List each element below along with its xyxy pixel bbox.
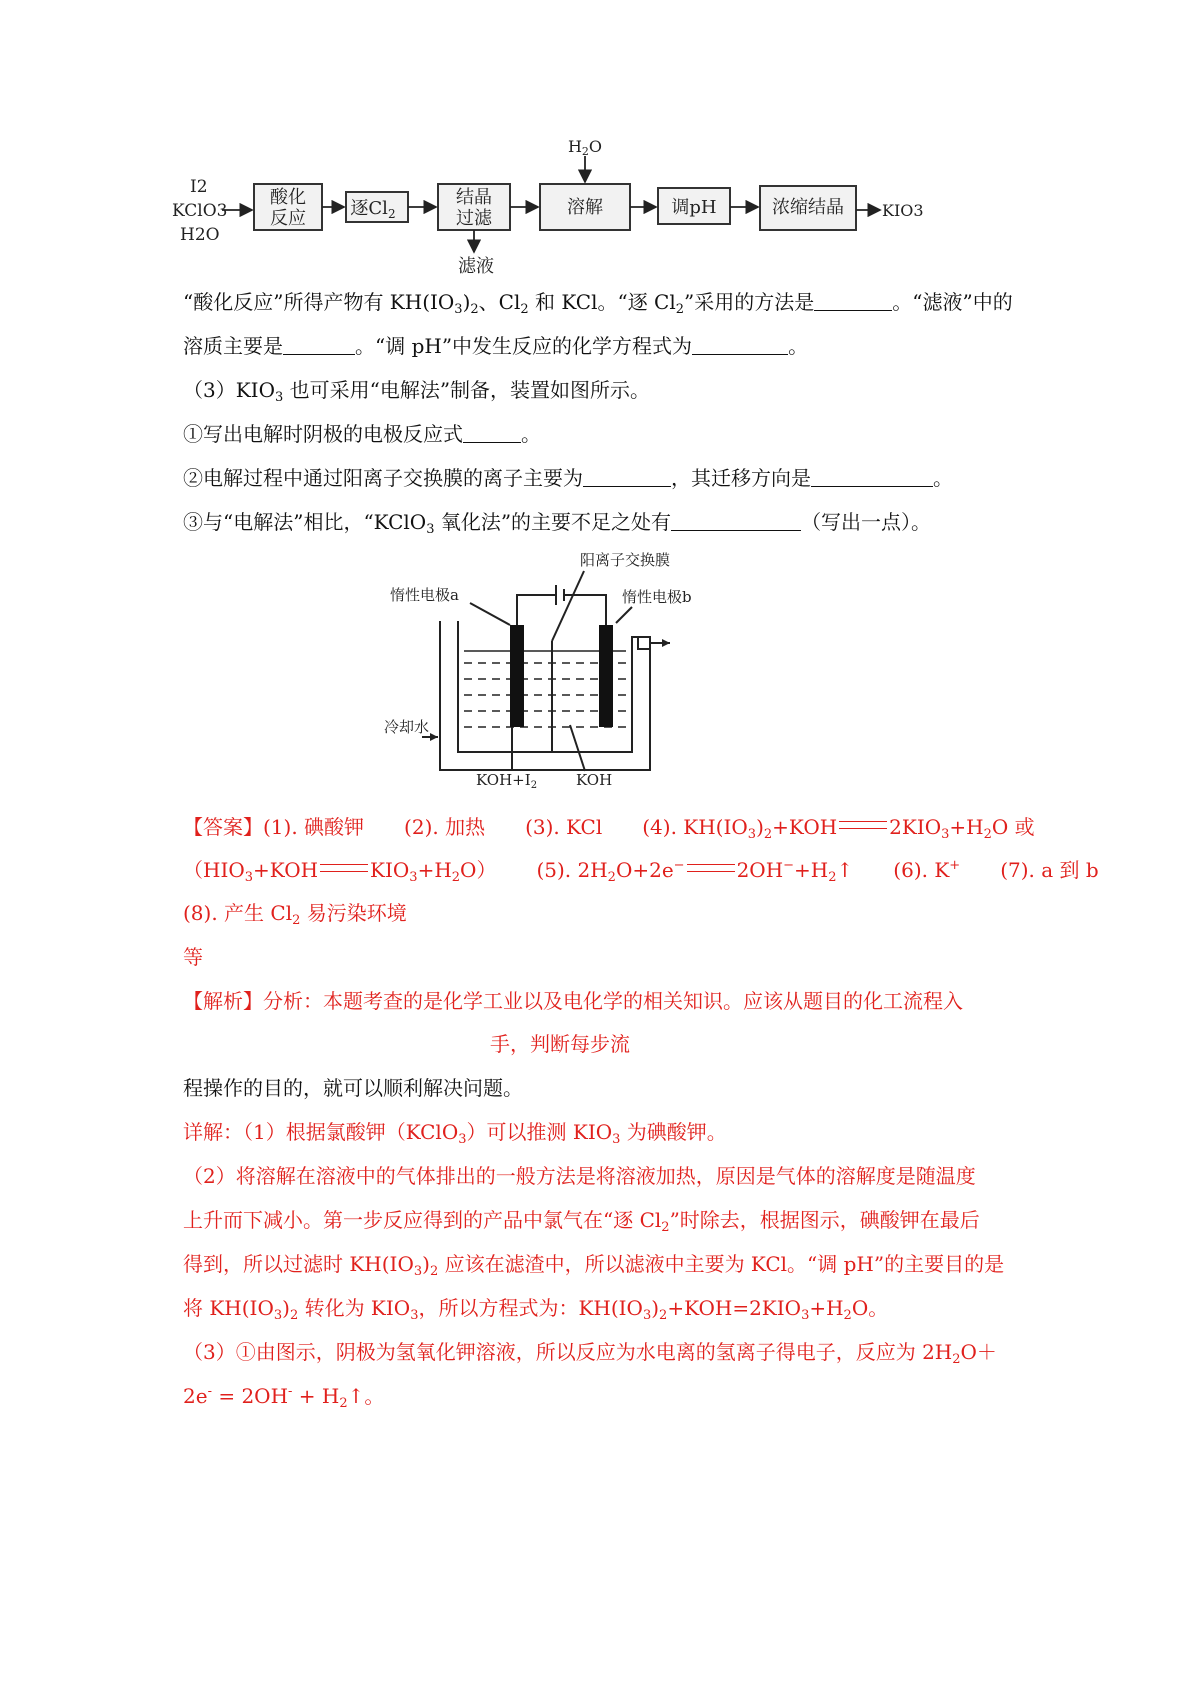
analysis-detail2c: 得到，所以过滤时 $KH(IO_3)_2$ 应该在滤渣中，所以滤液中主要为 KCl。“调 pH”的主要目的是 <box>183 1252 1005 1279</box>
analysis-line1: 【解析】分析：本题考查的是化学工业以及电化学的相关知识。应该从题目的化工流程入 <box>183 989 963 1013</box>
output-kio3: KIO3 <box>882 201 924 220</box>
analysis-label: 【解析】 <box>183 989 263 1013</box>
answer-blank[interactable] <box>283 334 355 355</box>
electrode-a-label: 惰性电极a <box>390 586 459 604</box>
process-flowchart <box>170 140 1020 285</box>
answer-blank[interactable] <box>583 466 671 487</box>
input-h2o: H2O <box>180 225 220 245</box>
analysis-detail2a: （2）将溶解在溶液中的气体排出的一般方法是将溶液加热，原因是气体的溶解度是随温度 <box>183 1164 976 1188</box>
electrode-b-label: 惰性电极b <box>622 588 692 606</box>
answer-label: 【答案】 <box>183 815 263 839</box>
left-solution-label: $KOH+I_2$ <box>476 771 538 791</box>
answer-blank[interactable] <box>814 290 892 311</box>
water-input-label: H2O <box>567 140 603 158</box>
analysis-detail2b: 上升而下减小。第一步反应得到的产品中氯气在“逐 $Cl_2$”时除去，根据图示，碘酸钾在最后 <box>183 1208 980 1235</box>
box-acidify-line1: 酸化 <box>270 187 306 208</box>
right-solution-label: KOH <box>576 771 613 789</box>
box-concentrate-label: 浓缩结晶 <box>772 197 844 218</box>
answer-blank[interactable] <box>811 466 933 487</box>
analysis-line2: 手，判断每步流 <box>490 1032 630 1056</box>
box-acidify-line2: 反应 <box>270 208 306 229</box>
box-remove-cl2-label: 逐$Cl_2$ <box>350 198 396 221</box>
answer-line2: （$HIO_3+KOH$ $KIO_3+H_2O$） (5). $2H_2O+2e^-$ $2OH^-+H_2↑$ (6). K+ (7). a 到 b <box>183 858 1099 885</box>
cooling-water-label: 冷却水 <box>384 718 430 736</box>
answer-blank[interactable] <box>463 422 521 443</box>
analysis-detail1: 详解：（1）根据氯酸钾（KClO$_3$）可以推测 $KIO_3$ 为碘酸钾。 <box>183 1120 727 1147</box>
electrode-b <box>599 625 613 727</box>
answer-line1: 【答案】(1). 碘酸钾 (2). 加热 (3). KCl (4). $KH(IO_3)_2+KOH$ $2KIO_3+H_2O$ 或 <box>183 815 1035 842</box>
input-i2: I2 <box>190 177 208 197</box>
answer-line3: (8). 产生 $Cl_2$ 易污染环境 <box>183 901 407 928</box>
box-dissolve-label: 溶解 <box>567 197 603 218</box>
answer-blank[interactable] <box>671 510 801 531</box>
analysis-detail2d: 将 $KH(IO_3)_2$ 转化为 $KIO_3$，所以方程式为：$KH(IO_3)_2+KOH=2KIO_3+H_2O$。 <box>183 1296 889 1323</box>
analysis-detail3b: $2e^- = 2OH^- + H_2↑$。 <box>183 1384 385 1411</box>
filtrate-label: 滤液 <box>458 256 494 277</box>
input-kclo3: KClO3 <box>172 201 228 221</box>
q3-intro: $(3)KIO_3$ 也可采用“电解法”制备，装置如图所示。 <box>183 378 651 405</box>
analysis-detail3a: （3）①由图示，阴极为氢氧化钾溶液，所以反应为水电离的氢离子得电子，反应为 $2H_2O+$ <box>183 1340 997 1367</box>
q3-part3: ③与“电解法”相比，“KClO$_3$ 氧化法”的主要不足之处有 （写出一点）。 <box>183 510 932 537</box>
answer-line4: 等 <box>183 945 203 969</box>
q3-part1: ①写出电解时阴极的电极反应式 。 <box>183 422 541 446</box>
answer-blank[interactable] <box>692 334 788 355</box>
box-crystallize-line1: 结晶 <box>456 187 492 208</box>
electrolysis-cell-diagram <box>380 545 710 795</box>
electrode-a <box>510 625 524 727</box>
box-crystallize-line2: 过滤 <box>456 208 492 229</box>
q2-line2: 溶质主要是 。“调 pH”中发生反应的化学方程式为 。 <box>183 334 809 358</box>
q3-part2: ②电解过程中通过阳离子交换膜的离子主要为 ，其迁移方向是 。 <box>183 466 953 490</box>
box-adjust-ph-label: 调pH <box>671 197 717 218</box>
analysis-line3: 程操作的目的，就可以顺利解决问题。 <box>183 1076 523 1100</box>
q2-line1: “酸化反应”所得产物有 $KH(IO_3)_2$、$Cl_2$ 和 KCl。“逐 $Cl_2$”采用的方法是 。“滤液”中的 <box>183 290 1013 317</box>
membrane-label: 阳离子交换膜 <box>580 551 671 569</box>
